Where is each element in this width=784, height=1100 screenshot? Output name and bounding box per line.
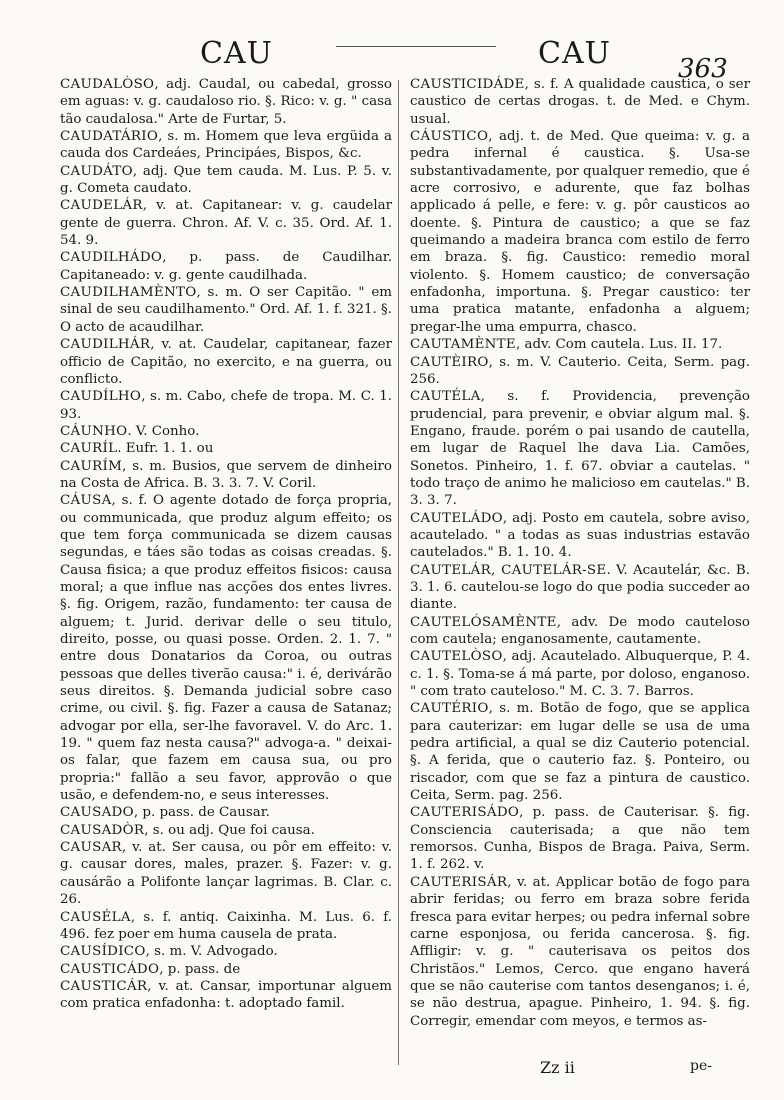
entry-headword: CAURÍM [60,458,123,474]
entry-definition: , s. m. Botão de fogo, que se applica para cauterizar: em lugar delle se usa de uma pedra artificial, a qual se diz Cauterio potencial. §. A ferida, que o cauterio faz. §. Ponteiro, ou riscador, com que se faz a pintura de caustico. Ceita, Serm. pag. 256. [410,701,750,804]
dictionary-entry [60,249,392,284]
page-number: 363 [678,54,728,84]
entry-definition: , s. m. O ser Capitão. " em sinal de seu caudilhamento." Ord. Af. 1. f. 321. §. O acto de acaudilhar. [60,285,392,335]
entry-definition: , s. m. Cabo, chefe de tropa. M. C. 1. 93. [60,389,392,422]
dictionary-entry [410,562,750,614]
dictionary-entry [60,943,392,960]
entry-definition: , p. pass. de Cauterisar. §. fig. Consciencia cauterisada; a que não tem remorsos. Cunha, Bispos de Braga. Paiva, Serm. 1. f. 262. v. [410,805,750,873]
dictionary-entry [60,978,392,1013]
dictionary-entry [60,163,392,198]
entry-definition: , p. pass. de [159,961,241,977]
entry-definition: , v. at. Applicar botão de fogo para abrir feridas; ou ferro em braza sobre ferida fresca para evitar herpes; ou pedra infernal sobre carne esponjosa, ou ferida cancerosa. §. fig. Affligir: v. g. " cauterisava os peitos dos Christãos." Lemos, Cerco. que engano haverá que se não cauterise com tantos desenganos; i. é, se não destrua, apague. Pinheiro, 1. 94. §. fig. Corregir, emendar com meyos, e termos as- [410,874,750,1029]
entry-headword: CAUTÉLA [410,389,481,405]
dictionary-entry [60,458,392,493]
entry-headword: CAUTELÁDO [410,510,503,526]
entry-headword: CAUDÍLHO [60,389,142,405]
dictionary-entry [60,336,392,388]
entry-headword: CAUTELÓSAMÈNTE [410,614,557,630]
dictionary-entry [60,492,392,804]
dictionary-entry [410,128,750,336]
dictionary-entry [410,510,750,562]
dictionary-entry [60,440,392,457]
running-head-left: CAU [200,36,273,71]
dictionary-entry [60,839,392,908]
entry-definition: , s. m. V. Cauterio. Ceita, Serm. pag. 256. [410,354,750,387]
entry-definition: . V. Acautelár, &c. B. 3. 1. 6. cautelou-se logo do que podia succeder ao diante. [410,562,750,613]
entry-headword: CAUDILHÁDO [60,250,163,266]
entry-definition: , s. f. A qualidade caustica, o ser caustico de certas drogas. t. de Med. e Chym. usual. [410,77,750,127]
dictionary-entry [410,648,750,700]
entry-headword: CAUSTICIDÁDE [410,77,525,92]
entry-definition: , v. at. Cansar, importunar alguem com pratica enfadonha: t. adoptado famil. [60,978,392,1012]
catchword: pe- [690,1058,712,1074]
entry-definition: , s. m. Homem que leva ergüida a cauda dos Cardeáes, Principáes, Bispos, &c. [60,129,392,162]
entry-definition: , adj. t. de Med. Que queima: v. g. a pedra infernal é caustica. §. Usa-se substantivadamente, por qualquer remedio, que é acre corrosivo, e adurente, que faz bolhas applicado á pelle, e fere: v. g. pôr causticos ao doente. §. Pintura de caustico; a que se faz queimando a madeira branca com estilo de ferro em braza. §. fig. Caustico: remedio moral violento. §. Homem caustico; de conversação enfadonha, importuna. §. Pregar caustico: ter uma pratica matante, enfadonha a alguem; pregar-lhe uma empurra, chasco. [410,129,750,335]
dictionary-entry [60,822,392,839]
entry-headword: CÁUSA [60,493,112,509]
entry-headword: CAUSADO [60,805,134,821]
dictionary-entry [60,128,392,163]
entry-headword: CÁUNHO [60,423,128,439]
entry-definition: . V. Conho. [127,423,200,439]
entry-definition: . Eufr. 1. 1. ou [117,441,214,457]
running-head-right: CAU [538,36,611,71]
dictionary-entry [410,874,750,1030]
entry-headword: CAURÍL [60,441,118,457]
entry-headword: CAUDATÁRIO [60,129,159,145]
dictionary-entry [60,423,392,440]
header-rule [336,46,496,47]
dictionary-entry [410,614,750,649]
entry-headword: CAUTAMÈNTE [410,337,516,353]
entry-definition: , s. f. Providencia, prevenção prudencial, para prevenir, e obviar algum mal. §. Engano, fraude. porém o pai usando de cautella, em lugar de Raquel lhe dava Lia. Camões, Sonetos. Pinheiro, 1. f. 67. obviar a cautelas. " todo traço de animo he malicioso em cautelas." B. 3. 3. 7. [410,389,750,509]
dictionary-entry [410,804,750,873]
dictionary-entry [60,961,392,978]
left-column [60,76,392,1013]
dictionary-entry [60,804,392,821]
entry-definition: , s. m. V. Advogado. [145,944,278,960]
dictionary-entry [410,76,750,128]
entry-definition: , adv. De modo cauteloso com cautela; enganosamente, cautamente. [410,614,750,647]
dictionary-entry [410,388,750,509]
entry-definition: , v. at. Caudelar, capitanear, fazer officio de Capitão, no exercito, e na guerra, ou conflicto. [60,337,392,387]
entry-definition: , adj. Acautelado. Albuquerque, P. 4. c. 1. §. Toma-se á má parte, por doloso, enganoso. " com trato cauteloso." M. C. 3. 7. Barros. [410,649,750,700]
entry-headword: CAUDILHAMÈNTO [60,285,197,301]
entry-headword: CAUSTICÁR [60,978,148,994]
entry-headword: CAUDILHÁR [60,337,151,353]
entry-headword: CAUDÁTO [60,163,133,179]
entry-headword: CAUDELÁR [60,198,143,214]
entry-definition: , adv. Com cautela. Lus. II. 17. [515,337,723,353]
entry-headword: CAUSÉLA [60,909,131,925]
dictionary-entry [410,336,750,353]
entry-definition: , p. pass. de Causar. [133,805,270,821]
entry-definition: , p. pass. de Caudilhar. Capitaneado: v. g. gente caudilhada. [60,250,392,283]
entry-headword: CAUTERISÁR [410,874,508,890]
entry-headword: CAUSAR [60,840,122,856]
entry-headword: CAUSÍDICO [60,944,146,960]
entry-headword: CÁUSTICO [410,129,489,145]
dictionary-entry [60,284,392,336]
entry-headword: CAUDALÒSO [60,77,155,92]
entry-headword: CAUTÈIRO [410,354,489,370]
dictionary-entry [410,700,750,804]
signature-mark: Zz ii [540,1058,575,1077]
right-column [410,76,750,1030]
dictionary-entry [60,76,392,128]
entry-definition: , s. m. Busios, que servem de dinheiro na Costa de Africa. B. 3. 3. 7. V. Coril. [60,458,392,491]
entry-definition: , adj. Caudal, ou cabedal, grosso em aguas: v. g. caudaloso rio. §. Rico: v. g. " casa tão caudalosa." Arte de Furtar, 5. [60,77,392,127]
entry-headword: CAUTELÒSO [410,649,503,665]
entry-headword: CAUSTICÁDO [60,961,160,977]
entry-definition: , s. ou adj. Que foi causa. [144,822,315,838]
dictionary-entry [410,354,750,389]
entry-definition: , v. at. Capitanear: v. g. caudelar gente de guerra. Chron. Af. V. c. 35. Ord. Af. 1. 54. 9. [60,198,392,249]
entry-headword: CAUTELÁR, CAUTELÁR-SE [410,562,607,578]
entry-definition: , adj. Posto em cautela, sobre aviso, acautelado. " a todas as suas industrias estavão cautelados." B. 1. 10. 4. [410,510,750,561]
dictionary-entry [60,909,392,944]
entry-definition: , s. f. O agente dotado de força propria, ou communicada, que produz algum effeito; os que tem força communicada se dizem causas segundas, e táes são todas as coisas creadas. §. Causa fisica; a que produz effeitos fisicos: causa moral; a que influe nas acções dos entes livres. §. fig. Origem, razão, fundamento: ter causa de alguem; t. Jurid. derivar delle o seu titulo, direito, posse, ou quasi posse. Orden. 2. 1. 7. " entre dous Donatarios da Coroa, ou outras pessoas que delles tiverão causa:" i. é, derivárão seus direitos. §. Demanda judicial sobre caso crime, ou civil. §. fig. Fazer a causa de Satanaz; advogar por ella, ser-lhe favoravel. V. do Arc. 1. 19. " quem faz nesta causa?" advoga-a. " deixai-os falar, que fazem em causa sua, ou pro propria:" fallão a seu favor, approvão o que usão, e defendem-no, e seus interesses. [60,493,392,804]
entry-headword: CAUTERISÁDO [410,805,520,821]
entry-definition: , adj. Que tem cauda. M. Lus. P. 5. v. g. Cometa caudato. [60,163,392,197]
entry-definition: , v. at. Ser causa, ou pôr em effeito: v. g. causar dores, males, prazer. §. Fazer: v. g. causárão a Polifonte lançar lagrimas. B. Clar. c. 26. [60,840,392,908]
dictionary-entry [60,197,392,249]
entry-headword: CAUTÉRIO [410,701,489,717]
dictionary-entry [60,388,392,423]
entry-definition: , s. f. antiq. Caixinha. M. Lus. 6. f. 496. fez poer em huma causela de prata. [60,909,392,942]
entry-headword: CAUSADÒR [60,822,145,838]
column-divider [398,80,399,1065]
